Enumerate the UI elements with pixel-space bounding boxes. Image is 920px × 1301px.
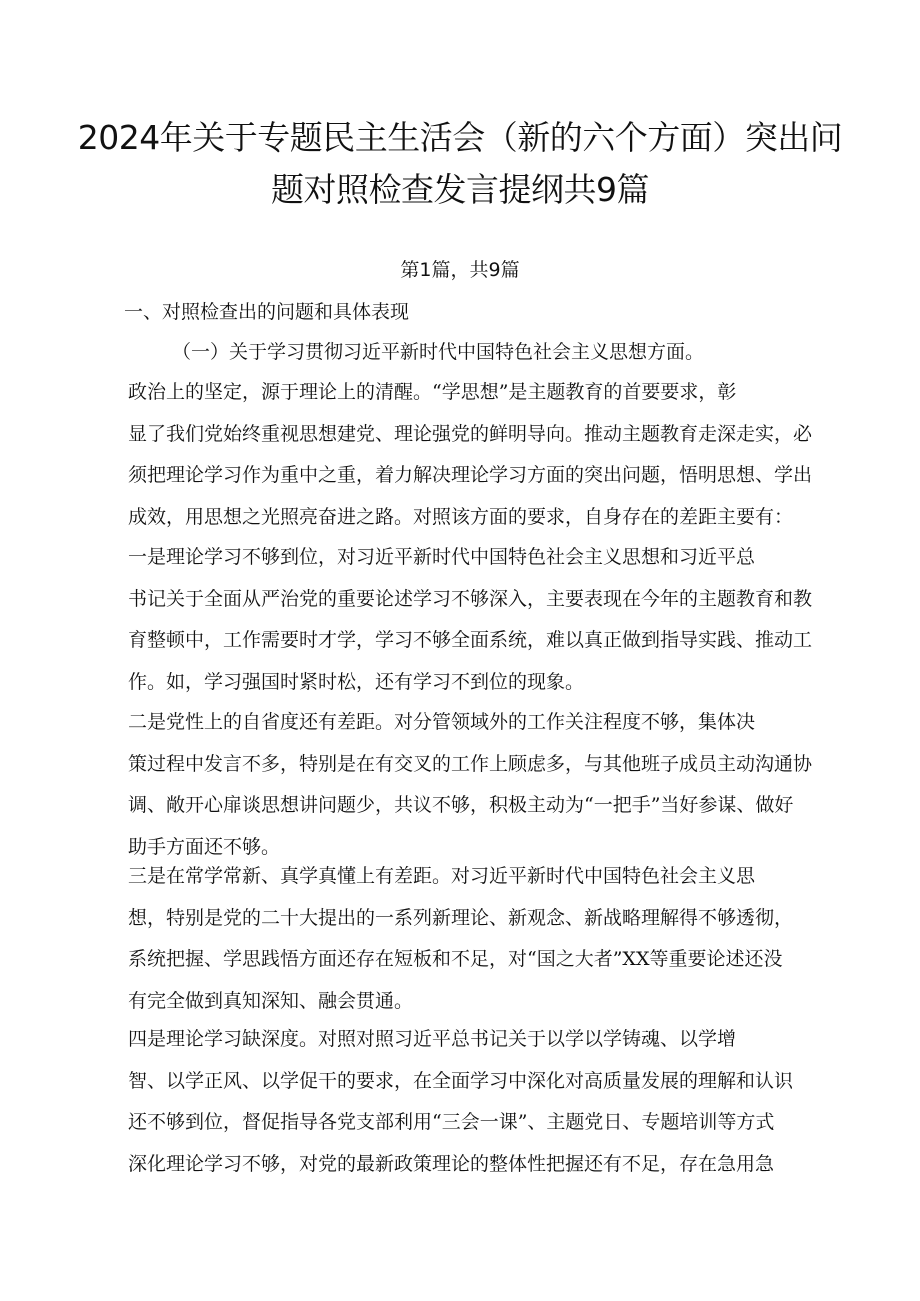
paragraph-line: 有完全做到真知深知、融会贯通。 — [128, 989, 414, 1012]
paragraph-line: 一是理论学习不够到位，对习近平新时代中国特色社会主义思想和习近平总 — [128, 546, 756, 568]
paragraph-line: 二是党性上的自省度还有差距。对分管领域外的工作关注程度不够，集体决 — [128, 711, 756, 733]
paragraph-line: 想，特别是党的二十大提出的一系列新理论、新观念、新战略理解得不够透彻， — [128, 906, 794, 929]
paragraph-line: 成效，用思想之光照亮奋进之路。对照该方面的要求，自身存在的差距主要有： — [128, 505, 794, 528]
paragraph-line: 深化理论学习不够，对党的最新政策理论的整体性把握还有不足，存在急用急 — [128, 1152, 775, 1175]
paragraph-line: 调、敞开心扉谈思想讲问题少，共议不够，积极主动为“一把手”当好参谋、做好 — [128, 794, 794, 816]
paragraph-line: 四是理论学习缺深度。对照对照习近平总书记关于以学以学铸魂、以学增 — [128, 1028, 737, 1050]
paragraph-5 — [128, 1019, 846, 1185]
paragraph-line: 作。如，学习强国时紧时松，还有学习不到位的现象。 — [128, 670, 585, 693]
paragraph-line: 政治上的坚定，源于理论上的清醒。“学思想”是主题教育的首要要求，彰 — [128, 381, 737, 403]
document-title — [60, 112, 860, 216]
paragraph-line: 育整顿中，工作需要时才学，学习不够全面系统，难以真正做到指导实践、推动工 — [128, 629, 813, 651]
title-line-1: 2024年关于专题民主生活会（新的六个方面）突出问 — [77, 118, 843, 157]
paragraph-line: 须把理论学习作为重中之重，着力解决理论学习方面的突出问题，悟明思想、学出 — [128, 464, 813, 486]
paragraph-line: 智、以学正风、以学促干的要求，在全面学习中深化对高质量发展的理解和认识 — [128, 1069, 794, 1092]
paragraph-2 — [128, 537, 846, 703]
paragraph-line: 策过程中发言不多，特别是在有交叉的工作上顾虑多，与其他班子成员主动沟通协 — [128, 752, 813, 775]
sub-heading: （一）关于学习贯彻习近平新时代中国特色社会主义思想方面。 — [172, 341, 705, 363]
section-heading: 一、对照检查出的问题和具体表现 — [124, 301, 410, 323]
paragraph-line: 书记关于全面从严治党的重要论述学习不够深入，主要表现在今年的主题教育和教 — [128, 587, 813, 610]
paragraph-line: 显了我们党始终重视思想建党、理论强党的鲜明导向。推动主题教育走深走实，必 — [128, 422, 813, 445]
paragraph-4 — [128, 856, 846, 1022]
part-indicator: 第1篇，共9篇 — [400, 259, 520, 281]
title-line-2: 题对照检查发言提纲共9篇 — [271, 170, 649, 209]
paragraph-3 — [128, 702, 846, 868]
paragraph-line: 助手方面还不够。 — [128, 835, 281, 858]
paragraph-line: 系统把握、学思践悟方面还存在短板和不足，对“国之大者”XX等重要论述还没 — [128, 948, 783, 970]
paragraph-1 — [128, 372, 846, 538]
paragraph-line: 三是在常学常新、真学真懂上有差距。对习近平新时代中国特色社会主义思 — [128, 865, 756, 887]
paragraph-line: 还不够到位，督促指导各党支部利用“三会一课”、主题党日、专题培训等方式 — [128, 1111, 775, 1133]
